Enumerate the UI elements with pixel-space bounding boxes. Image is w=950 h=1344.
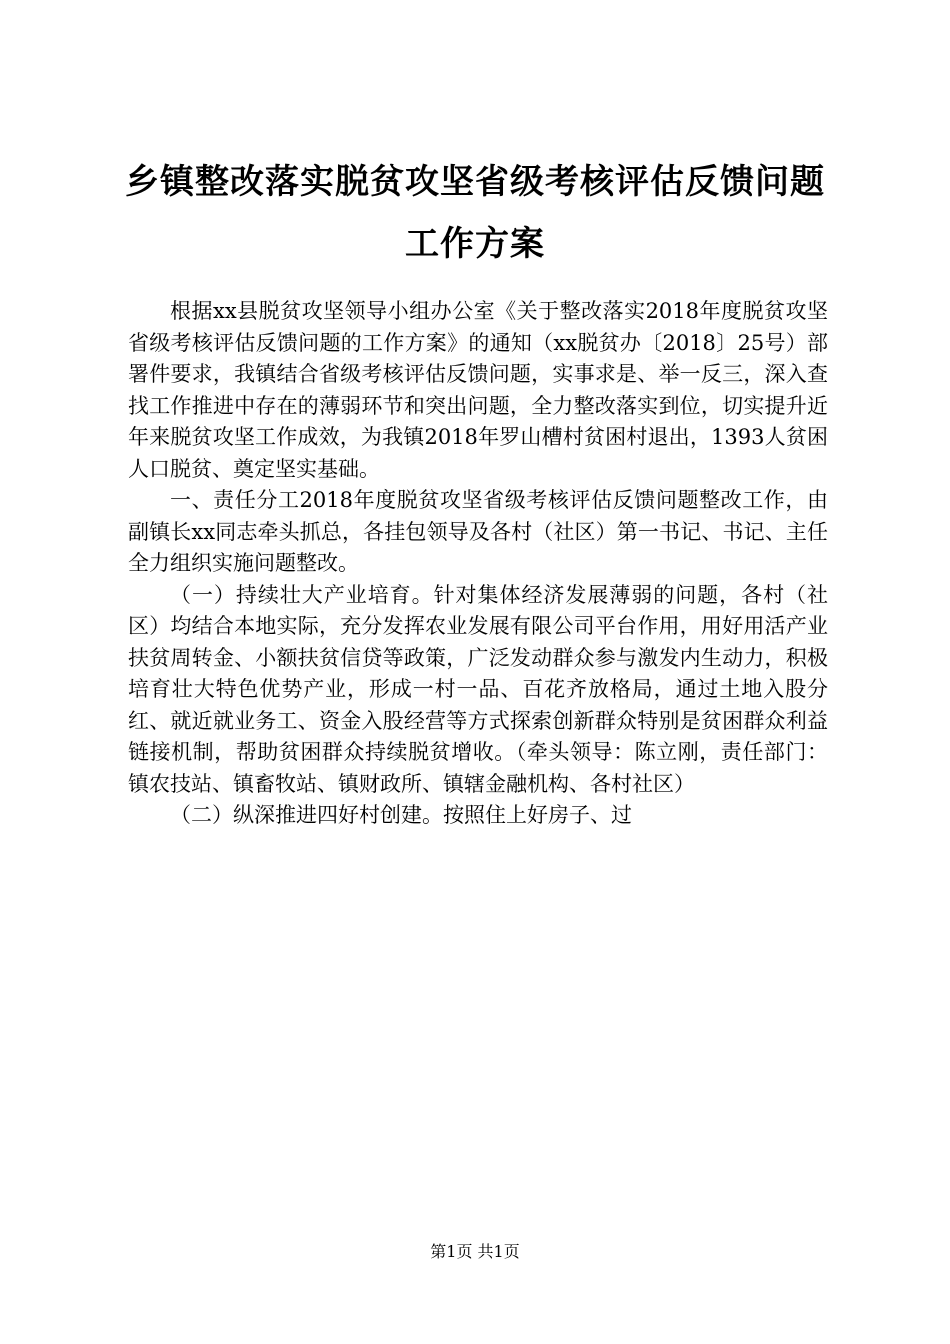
document-body (128, 296, 828, 832)
document-title-line-1: 乡镇整改落实脱贫攻坚省级考核评估反馈问题 (125, 162, 825, 202)
paragraph-industry: （一）持续壮大产业培育。针对集体经济发展薄弱的问题，各村（社区）均结合本地实际，充分发挥农业发展有限公司平台作用，用好用活产业扶贫周转金、小额扶贫信贷等政策，广泛发动群众参与激发内生动力，积极培育壮大特色优势产业，形成一村一品、百花齐放格局，通过土地入股分红、就近就业务工、资金入股经营等方式探索创新群众特别是贫困群众利益链接机制，帮助贫困群众持续脱贫增收。（牵头领导：陈立刚，责任部门：镇农技站、镇畜牧站、镇财政所、镇辖金融机构、各村社区） (128, 582, 828, 796)
document-title-line-2: 工作方案 (405, 224, 545, 264)
paragraph-responsibility: 一、责任分工2018年度脱贫攻坚省级考核评估反馈问题整改工作，由副镇长xx同志牵头抓总，各挂包领导及各村（社区）第一书记、书记、主任全力组织实施问题整改。 (128, 488, 828, 575)
page-footer: 第1页 共1页 (430, 1242, 520, 1261)
paragraph-intro: 根据xx县脱贫攻坚领导小组办公室《关于整改落实2018年度脱贫攻坚省级考核评估反馈问题的工作方案》的通知（xx脱贫办〔2018〕25号）部署件要求，我镇结合省级考核评估反馈问题，实事求是、举一反三，深入查找工作推进中存在的薄弱环节和突出问题，全力整改落实到位，切实提升近年来脱贫攻坚工作成效，为我镇2018年罗山槽村贫困村退出，1393人贫困人口脱贫、奠定坚实基础。 (128, 299, 828, 481)
paragraph-four-good-villages: （二）纵深推进四好村创建。按照住上好房子、过 (170, 803, 632, 827)
